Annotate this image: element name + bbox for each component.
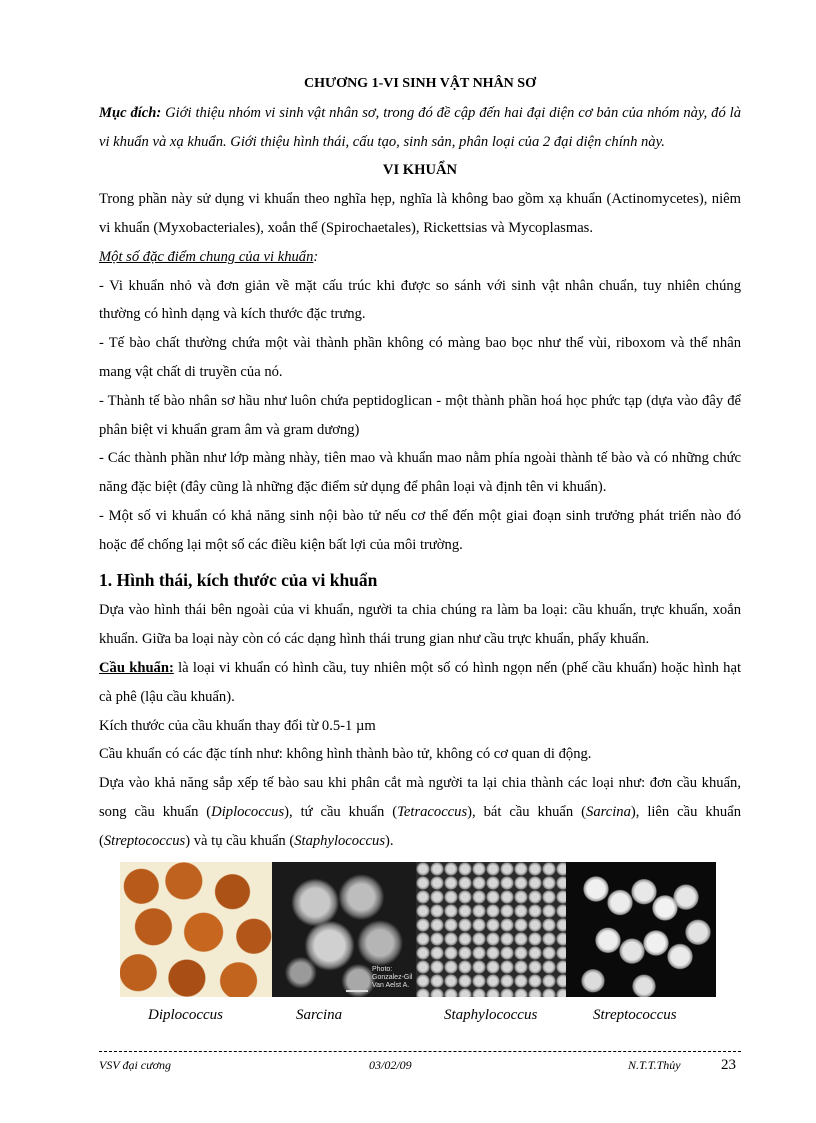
- caption-streptococcus: Streptococcus: [593, 1007, 677, 1023]
- arrangement-text: ) và tụ cầu khuẩn (: [185, 832, 295, 849]
- photo-credit-line: Van Aelst A.: [372, 982, 410, 989]
- genus-name: Streptococcus: [103, 832, 186, 849]
- sarcina-photo: [272, 862, 416, 997]
- photo-credit-line: Photo:: [372, 966, 393, 973]
- bacteria-photo-strip: [120, 862, 716, 997]
- size-line: Kích thước của cầu khuẩn thay đổi từ 0.5-1 µm: [99, 717, 376, 734]
- genus-name: Tetracoccus: [397, 803, 468, 820]
- features-heading: Một số đặc điểm chung của vi khuẩn: [99, 248, 314, 265]
- arrangement-text: Dựa vào khả năng sắp xếp tế bào sau khi phân cắt mà người ta lại chia thành các loại như: đơn cầu khuẩn, song cầu khuẩn (: [99, 775, 741, 820]
- arrangement-text: ).: [385, 832, 394, 849]
- genus-name: Diplococcus: [211, 803, 285, 820]
- arrangement-text: ), tứ cầu khuẩn (: [284, 803, 398, 820]
- scale-bar: [346, 990, 368, 992]
- cocci-text: là loại vi khuẩn có hình cầu, tuy nhiên một số có hình ngọn nến (phế cầu khuẩn) hoặc hình hạt cà phê (lậu cầu khuẩn).: [99, 659, 741, 705]
- feature-item: - Một số vi khuẩn có khả năng sinh nội bào tử nếu cơ thể đến một giai đoạn sinh trưởng phát triển nào đó hoặc để chống lại một số các điều kiện bất lợi của môi trường.: [99, 507, 741, 553]
- features-heading-colon: :: [313, 248, 319, 265]
- feature-item: - Thành tế bào nhân sơ hầu như luôn chứa peptidoglican - một thành phần hoá học phức tạp (dựa vào đây để phân biệt vi khuẩn gram âm và gram dương): [99, 392, 741, 438]
- section-title: VI KHUẨN: [382, 162, 458, 179]
- section1-heading: 1. Hình thái, kích thước của vi khuẩn: [99, 569, 378, 590]
- photo-credit-line: Gonzalez-Gil: [372, 974, 413, 981]
- genus-name: Sarcina: [586, 803, 631, 820]
- streptococcus-photo: [566, 862, 716, 997]
- purpose-text: Giới thiệu nhóm vi sinh vật nhân sơ, trong đó đề cập đến hai đại diện cơ bản của nhóm này, đó là vi khuẩn và xạ khuẩn. Giới thiệu hình thái, cấu tạo, sinh sản, phân loại của 2 đại diện chính này.: [99, 104, 741, 150]
- cocci-paragraph: [99, 654, 741, 712]
- feature-item: - Tế bào chất thường chứa một vài thành phần không có màng bao bọc như thể vùi, riboxom và thể nhân mang vật chất di truyền của nó.: [99, 335, 741, 380]
- intro-paragraph: Trong phần này sử dụng vi khuẩn theo nghĩa hẹp, nghĩa là không bao gồm xạ khuẩn (Actinomycetes), niêm vi khuẩn (Myxobacteriales), xoắn thể (Spirochaetales), Rickettsias và Mycoplasmas.: [99, 191, 741, 236]
- purpose-label: Mục đích:: [99, 104, 162, 121]
- diplococcus-photo: [120, 862, 272, 997]
- traits-line: Cầu khuẩn có các đặc tính như: không hình thành bào tử, không có cơ quan di động.: [99, 746, 592, 763]
- purpose-paragraph: [99, 99, 741, 157]
- caption-sarcina: Sarcina: [296, 1007, 343, 1023]
- staphylococcus-photo: [416, 862, 566, 997]
- arrangement-paragraph: [99, 769, 741, 855]
- page-content: [99, 70, 741, 856]
- page-number: 23: [721, 1057, 736, 1073]
- feature-item: - Các thành phần như lớp màng nhày, tiên mao và khuẩn mao nằm phía ngoài thành tế bào và có những chức năng đặc biệt (đây cũng là những đặc điểm sử dụng để phân loại và định tên vi khuẩn).: [99, 450, 741, 496]
- arrangement-text: ), bát cầu khuẩn (: [467, 803, 587, 820]
- feature-item: - Vi khuẩn nhỏ và đơn giản về mặt cấu trúc khi được so sánh với sinh vật nhân chuẩn, tuy nhiên chúng thường có hình dạng và kích thước đặc trưng.: [99, 277, 741, 323]
- genus-name: Staphylococcus: [294, 832, 385, 849]
- footer-course: VSV đại cương: [99, 1058, 172, 1072]
- footer-divider: [99, 1051, 741, 1052]
- cocci-label: Cầu khuẩn:: [99, 659, 174, 676]
- caption-staphylococcus: Staphylococcus: [444, 1007, 538, 1023]
- arrangement-text: ), liên cầu khuẩn (: [99, 803, 741, 849]
- section1-paragraph: Dựa vào hình thái bên ngoài của vi khuẩn, người ta chia chúng ra làm ba loại: cầu khuẩn, trực khuẩn, xoắn khuẩn. Giữa ba loại này còn có các dạng hình thái trung gian như cầu trực khuẩn, phẩy khuẩn.: [99, 602, 741, 648]
- photo-credit: [372, 966, 412, 990]
- footer-date: 03/02/09: [369, 1058, 412, 1072]
- photo-captions: [0, 1007, 816, 1029]
- footer-author: N.T.T.Thủy: [628, 1058, 681, 1072]
- chapter-title: CHƯƠNG 1-VI SINH VẬT NHÂN SƠ: [304, 76, 536, 91]
- caption-diplococcus: Diplococcus: [148, 1007, 223, 1023]
- features-heading-line: [99, 243, 741, 272]
